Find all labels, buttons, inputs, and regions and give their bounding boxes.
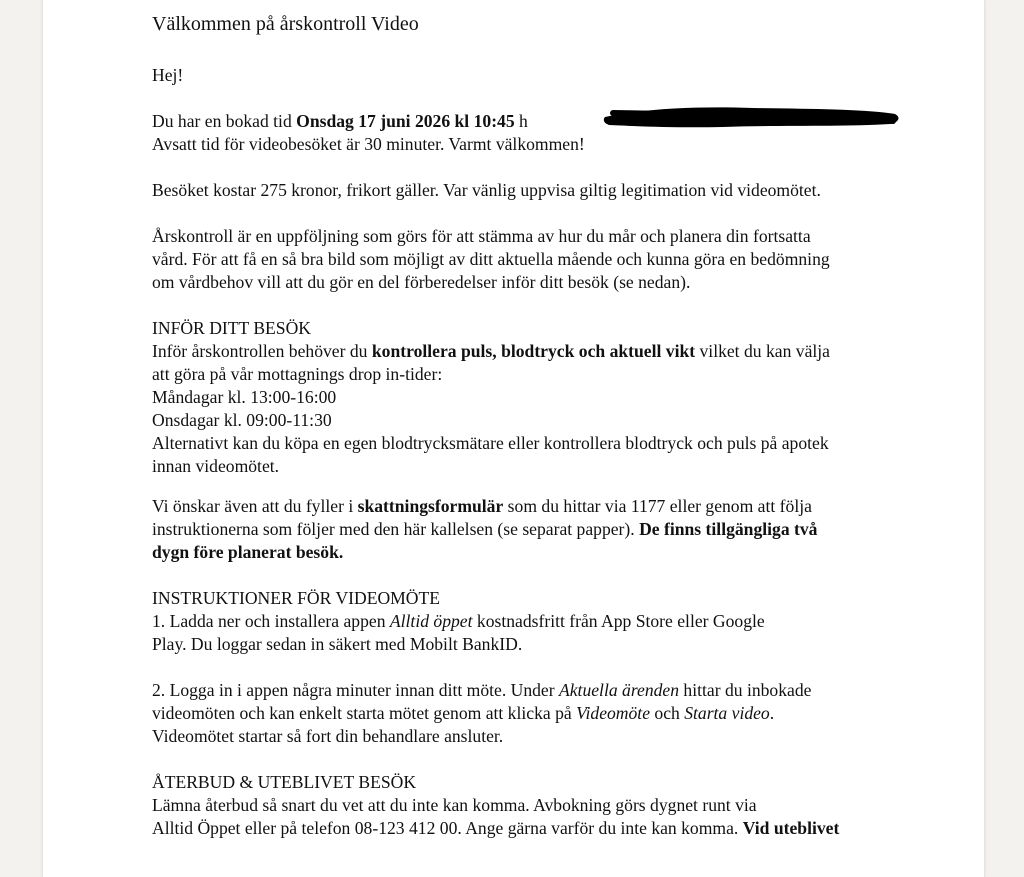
- video-section: [152, 587, 932, 656]
- video-step-2-line-2: [152, 702, 932, 725]
- prep-line-3: Måndagar kl. 13:00-16:00: [152, 387, 337, 407]
- greeting-text: Hej!: [152, 65, 184, 85]
- video-step-2-line-2-end: .: [769, 703, 775, 723]
- video-step-2-videomote: Videomöte: [576, 703, 651, 723]
- video-step-1-pre: 1. Ladda ner och installera appen: [152, 611, 390, 631]
- cancel-line-1: Lämna återbud så snart du vet att du inte kan komma. Avbokning görs dygnet runt via: [152, 795, 757, 815]
- form-line-1-pre: Vi önskar även att du fyller i: [152, 496, 358, 516]
- form-line-2-bold: De finns tillgängliga två: [639, 519, 818, 539]
- cancel-line-2-pre: Alltid Öppet eller på telefon 08-123 412 00. Ange gärna varför du inte kan komma.: [152, 818, 743, 838]
- cancel-line-2: [152, 817, 932, 840]
- prep-section: [152, 317, 932, 478]
- prep-line-1: [152, 340, 932, 363]
- form-line-2: [152, 518, 932, 541]
- prep-line-1-post: vilket du kan välja: [695, 341, 830, 361]
- prep-heading: INFÖR DITT BESÖK: [152, 318, 312, 338]
- cancel-section: [152, 771, 932, 840]
- video-heading: INSTRUKTIONER FÖR VIDEOMÖTE: [152, 588, 441, 608]
- cancel-heading: ÅTERBUD & UTEBLIVET BESÖK: [152, 772, 417, 792]
- about-line-2: vård. För att få en så bra bild som möjligt av ditt aktuella mående och kunna göra en bedömning: [152, 249, 830, 269]
- greeting: [152, 64, 932, 87]
- about-paragraph: [152, 225, 932, 294]
- prep-line-1-bold: kontrollera puls, blodtryck och aktuell vikt: [371, 341, 696, 361]
- booking-prefix: Du har en bokad tid: [152, 111, 297, 131]
- video-step-1-post: kostnadsfritt från App Store eller Google: [472, 611, 765, 631]
- cost-text: Besöket kostar 275 kronor, frikort gäller. Var vänlig uppvisa giltig legitimation vid videomötet.: [152, 180, 821, 200]
- cost-paragraph: [152, 179, 932, 202]
- video-step-1-app-name: Alltid öppet: [389, 611, 473, 631]
- form-paragraph: [152, 495, 932, 564]
- prep-line-1-pre: Inför årskontrollen behöver du: [152, 341, 372, 361]
- video-step-2-line-2-pre: videomöten och kan enkelt starta mötet genom att klicka på: [152, 703, 577, 723]
- form-line-1-bold: skattningsformulär: [357, 496, 504, 516]
- form-line-3-bold: dygn före planerat besök.: [152, 542, 344, 562]
- document-page: [42, 0, 985, 877]
- form-line-1-post: som du hittar via 1177 eller genom att följa: [503, 496, 812, 516]
- booking-line-2: Avsatt tid för videobesöket är 30 minuter. Varmt välkommen!: [152, 134, 585, 154]
- video-step-2-menu-name: Aktuella ärenden: [559, 680, 680, 700]
- form-line-3: [152, 541, 932, 564]
- cancel-line-2-bold: Vid uteblivet: [742, 818, 840, 838]
- video-step-2-line-1: [152, 679, 932, 702]
- booking-after: h: [514, 111, 528, 131]
- prep-line-4: Onsdagar kl. 09:00-11:30: [152, 410, 332, 430]
- about-line-3: om vårdbehov vill att du gör en del förberedelser inför ditt besök (se nedan).: [152, 272, 691, 292]
- video-step-1-line-1: [152, 610, 932, 633]
- prep-line-6: innan videomötet.: [152, 456, 280, 476]
- prep-line-5: Alternativt kan du köpa en egen blodtrycksmätare eller kontrollera blodtryck och puls på apotek: [152, 433, 829, 453]
- video-step-2-starta-video: Starta video: [684, 703, 770, 723]
- prep-line-2: att göra på vår mottagnings drop in-tider:: [152, 364, 443, 384]
- video-step-2-post: hittar du inbokade: [679, 680, 812, 700]
- video-step-2-line-2-mid: och: [650, 703, 685, 723]
- form-line-2-pre: instruktionerna som följer med den här kallelsen (se separat papper).: [152, 519, 640, 539]
- video-step-2-line-3: Videomötet startar så fort din behandlare ansluter.: [152, 726, 504, 746]
- booking-datetime: Onsdag 17 juni 2026 kl 10:45: [296, 111, 515, 131]
- redaction-mark: [603, 105, 901, 129]
- video-step-2-pre: 2. Logga in i appen några minuter innan ditt möte. Under: [152, 680, 559, 700]
- about-line-1: Årskontroll är en uppföljning som görs för att stämma av hur du mår och planera din fortsatta: [152, 226, 811, 246]
- document-title: Välkommen på årskontroll Video: [152, 13, 419, 35]
- video-step-2: [152, 679, 932, 748]
- form-line-1: [152, 495, 932, 518]
- video-step-1-line-2: Play. Du loggar sedan in säkert med Mobilt BankID.: [152, 634, 523, 654]
